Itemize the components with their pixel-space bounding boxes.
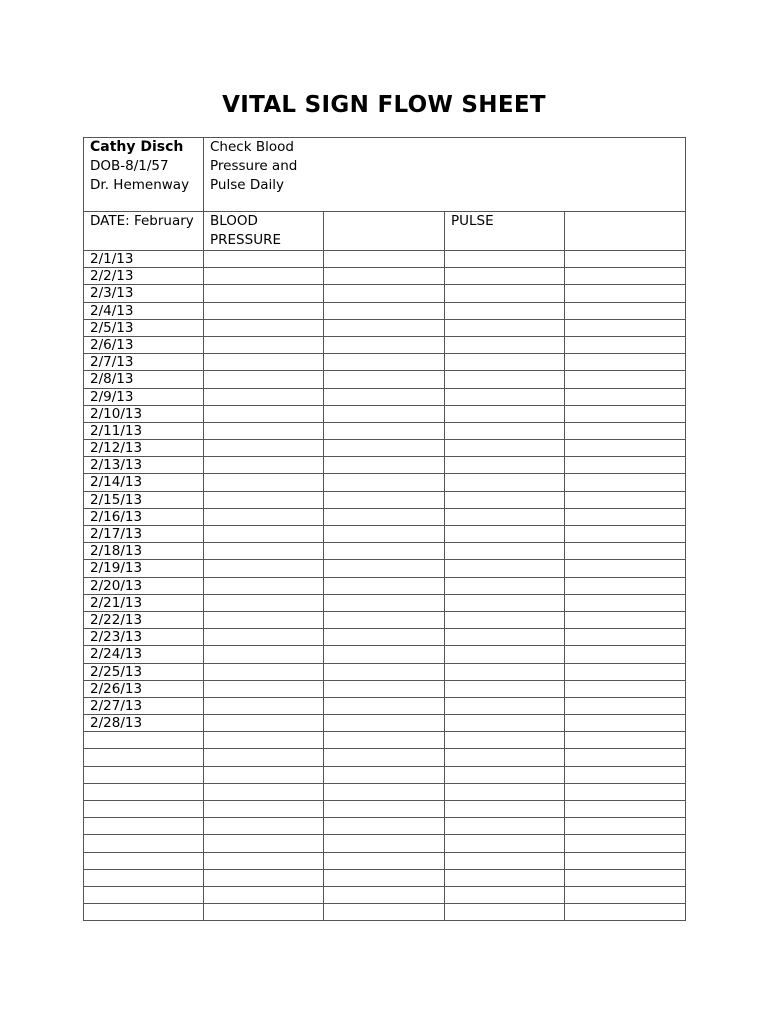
- blank-cell-1[interactable]: [324, 508, 445, 525]
- table-row: [84, 560, 686, 577]
- table-row: [84, 457, 686, 474]
- blank-cell-2[interactable]: [565, 732, 686, 749]
- blank-header-1: [324, 212, 445, 251]
- pulse-cell[interactable]: [445, 440, 565, 457]
- table-row: [84, 422, 686, 439]
- blood-pressure-cell[interactable]: [204, 251, 324, 268]
- date-cell: 2/7/13: [84, 354, 204, 371]
- pulse-cell[interactable]: [445, 886, 565, 903]
- table-row: [84, 646, 686, 663]
- blood-pressure-cell[interactable]: [204, 388, 324, 405]
- date-cell: 2/16/13: [84, 508, 204, 525]
- pulse-cell[interactable]: [445, 560, 565, 577]
- blood-pressure-cell[interactable]: [204, 680, 324, 697]
- blank-cell-2[interactable]: [565, 766, 686, 783]
- patient-dob: DOB-8/1/57: [90, 158, 169, 174]
- table-row: [84, 251, 686, 268]
- date-cell: 2/6/13: [84, 336, 204, 353]
- blank-cell-2[interactable]: [565, 697, 686, 714]
- blank-header-2: [565, 212, 686, 251]
- date-cell: 2/8/13: [84, 371, 204, 388]
- table-row: [84, 766, 686, 783]
- table-row: [84, 354, 686, 371]
- blank-cell-2[interactable]: [565, 852, 686, 869]
- blood-pressure-cell[interactable]: [204, 886, 324, 903]
- blank-cell-1[interactable]: [324, 749, 445, 766]
- pulse-cell[interactable]: [445, 577, 565, 594]
- blank-cell-2[interactable]: [565, 336, 686, 353]
- date-cell: [84, 801, 204, 818]
- blank-cell-1[interactable]: [324, 783, 445, 800]
- date-cell: 2/22/13: [84, 611, 204, 628]
- table-row: [84, 285, 686, 302]
- blank-cell-2[interactable]: [565, 474, 686, 491]
- blank-cell-1[interactable]: [324, 319, 445, 336]
- blank-cell-1[interactable]: [324, 715, 445, 732]
- table-row: [84, 663, 686, 680]
- date-cell: [84, 766, 204, 783]
- blood-pressure-cell[interactable]: [204, 904, 324, 921]
- date-cell: 2/4/13: [84, 302, 204, 319]
- blank-cell-1[interactable]: [324, 354, 445, 371]
- column-header-row: [84, 212, 686, 251]
- table-row: [84, 904, 686, 921]
- blank-cell-2[interactable]: [565, 354, 686, 371]
- table-row: [84, 732, 686, 749]
- table-row: [84, 405, 686, 422]
- blank-cell-1[interactable]: [324, 835, 445, 852]
- blood-pressure-cell[interactable]: [204, 285, 324, 302]
- patient-info-row: [84, 138, 686, 212]
- table-row: [84, 801, 686, 818]
- blank-cell-1[interactable]: [324, 440, 445, 457]
- blank-cell-1[interactable]: [324, 801, 445, 818]
- date-cell: 2/9/13: [84, 388, 204, 405]
- date-cell: 2/19/13: [84, 560, 204, 577]
- date-cell: 2/17/13: [84, 526, 204, 543]
- blank-cell-1[interactable]: [324, 422, 445, 439]
- blank-cell-2[interactable]: [565, 801, 686, 818]
- blank-cell-2[interactable]: [565, 405, 686, 422]
- blank-cell-2[interactable]: [565, 491, 686, 508]
- date-cell: [84, 783, 204, 800]
- blank-cell-2[interactable]: [565, 371, 686, 388]
- table-row: [84, 611, 686, 628]
- blank-cell-2[interactable]: [565, 783, 686, 800]
- pulse-cell[interactable]: [445, 594, 565, 611]
- pulse-cell[interactable]: [445, 422, 565, 439]
- date-header: DATE: February: [84, 212, 204, 251]
- blank-cell-1[interactable]: [324, 526, 445, 543]
- blank-cell-1[interactable]: [324, 388, 445, 405]
- blood-pressure-cell[interactable]: [204, 611, 324, 628]
- date-cell: 2/25/13: [84, 663, 204, 680]
- patient-name: Cathy Disch: [90, 139, 184, 155]
- blank-cell-1[interactable]: [324, 629, 445, 646]
- pulse-cell[interactable]: [445, 405, 565, 422]
- blank-cell-1[interactable]: [324, 697, 445, 714]
- table-row: [84, 388, 686, 405]
- blank-cell-1[interactable]: [324, 457, 445, 474]
- blood-pressure-cell[interactable]: [204, 869, 324, 886]
- date-cell: 2/10/13: [84, 405, 204, 422]
- blood-pressure-cell[interactable]: [204, 319, 324, 336]
- patient-doctor: Dr. Hemenway: [90, 177, 190, 193]
- blood-pressure-cell[interactable]: [204, 783, 324, 800]
- blank-cell-2[interactable]: [565, 646, 686, 663]
- blank-cell-1[interactable]: [324, 543, 445, 560]
- blank-cell-1[interactable]: [324, 646, 445, 663]
- date-cell: 2/11/13: [84, 422, 204, 439]
- blood-pressure-cell[interactable]: [204, 440, 324, 457]
- date-cell: 2/26/13: [84, 680, 204, 697]
- date-cell: 2/27/13: [84, 697, 204, 714]
- pulse-cell[interactable]: [445, 508, 565, 525]
- pulse-cell[interactable]: [445, 526, 565, 543]
- blank-cell-1[interactable]: [324, 268, 445, 285]
- table-row: [84, 319, 686, 336]
- blood-pressure-cell[interactable]: [204, 577, 324, 594]
- blood-pressure-cell[interactable]: [204, 268, 324, 285]
- pulse-cell[interactable]: [445, 629, 565, 646]
- pulse-cell[interactable]: [445, 835, 565, 852]
- blood-pressure-cell[interactable]: [204, 422, 324, 439]
- blood-pressure-cell[interactable]: [204, 354, 324, 371]
- date-cell: 2/2/13: [84, 268, 204, 285]
- blank-cell-1[interactable]: [324, 904, 445, 921]
- table-row: [84, 526, 686, 543]
- pulse-cell[interactable]: [445, 302, 565, 319]
- blood-pressure-cell[interactable]: [204, 336, 324, 353]
- pulse-cell[interactable]: [445, 869, 565, 886]
- blank-cell-1[interactable]: [324, 251, 445, 268]
- blank-cell-1[interactable]: [324, 302, 445, 319]
- blank-cell-2[interactable]: [565, 835, 686, 852]
- pulse-cell[interactable]: [445, 715, 565, 732]
- date-cell: [84, 835, 204, 852]
- table-row: [84, 697, 686, 714]
- blank-cell-2[interactable]: [565, 285, 686, 302]
- pulse-cell[interactable]: [445, 251, 565, 268]
- blank-cell-1[interactable]: [324, 611, 445, 628]
- blood-pressure-cell[interactable]: [204, 715, 324, 732]
- blank-cell-1[interactable]: [324, 285, 445, 302]
- date-cell: [84, 886, 204, 903]
- date-cell: 2/24/13: [84, 646, 204, 663]
- date-cell: [84, 904, 204, 921]
- blank-cell-2[interactable]: [565, 594, 686, 611]
- blood-pressure-cell[interactable]: [204, 835, 324, 852]
- instructions-cell: [204, 138, 686, 212]
- blood-pressure-cell[interactable]: [204, 646, 324, 663]
- blank-cell-2[interactable]: [565, 577, 686, 594]
- blood-pressure-cell[interactable]: [204, 302, 324, 319]
- pulse-cell[interactable]: [445, 766, 565, 783]
- blank-cell-2[interactable]: [565, 457, 686, 474]
- pulse-cell[interactable]: [445, 319, 565, 336]
- table-row: [84, 886, 686, 903]
- table-row: [84, 268, 686, 285]
- pulse-cell[interactable]: [445, 852, 565, 869]
- table-row: [84, 783, 686, 800]
- date-cell: [84, 852, 204, 869]
- blank-cell-2[interactable]: [565, 388, 686, 405]
- blank-cell-2[interactable]: [565, 818, 686, 835]
- blood-pressure-cell[interactable]: [204, 749, 324, 766]
- table-row: [84, 336, 686, 353]
- table-row: [84, 715, 686, 732]
- date-cell: 2/3/13: [84, 285, 204, 302]
- table-row: [84, 835, 686, 852]
- table-row: [84, 371, 686, 388]
- date-cell: 2/5/13: [84, 319, 204, 336]
- blood-pressure-cell[interactable]: [204, 474, 324, 491]
- date-cell: 2/18/13: [84, 543, 204, 560]
- date-cell: [84, 732, 204, 749]
- blank-cell-1[interactable]: [324, 732, 445, 749]
- date-cell: 2/23/13: [84, 629, 204, 646]
- instructions-text: Check Blood Pressure and Pulse Daily: [210, 139, 298, 193]
- pulse-cell[interactable]: [445, 285, 565, 302]
- table-row: [84, 508, 686, 525]
- table-row: [84, 852, 686, 869]
- table-row: [84, 474, 686, 491]
- date-cell: [84, 869, 204, 886]
- blank-cell-1[interactable]: [324, 680, 445, 697]
- blank-cell-1[interactable]: [324, 766, 445, 783]
- blank-cell-1[interactable]: [324, 869, 445, 886]
- blank-cell-2[interactable]: [565, 508, 686, 525]
- blank-cell-1[interactable]: [324, 818, 445, 835]
- blank-cell-2[interactable]: [565, 302, 686, 319]
- blank-cell-2[interactable]: [565, 422, 686, 439]
- blank-cell-1[interactable]: [324, 336, 445, 353]
- blank-cell-1[interactable]: [324, 371, 445, 388]
- blood-pressure-cell[interactable]: [204, 732, 324, 749]
- table-row: [84, 491, 686, 508]
- date-cell: [84, 749, 204, 766]
- blood-pressure-cell[interactable]: [204, 371, 324, 388]
- pulse-cell[interactable]: [445, 388, 565, 405]
- patient-info-cell: [84, 138, 204, 212]
- blank-cell-2[interactable]: [565, 715, 686, 732]
- blank-cell-2[interactable]: [565, 663, 686, 680]
- blood-pressure-cell[interactable]: [204, 457, 324, 474]
- pulse-cell[interactable]: [445, 749, 565, 766]
- blank-cell-2[interactable]: [565, 904, 686, 921]
- blood-pressure-header: BLOOD PRESSURE: [204, 212, 324, 251]
- pulse-cell[interactable]: [445, 646, 565, 663]
- date-cell: 2/28/13: [84, 715, 204, 732]
- blank-cell-2[interactable]: [565, 629, 686, 646]
- blood-pressure-cell[interactable]: [204, 801, 324, 818]
- blank-cell-2[interactable]: [565, 543, 686, 560]
- blood-pressure-cell[interactable]: [204, 766, 324, 783]
- blood-pressure-cell[interactable]: [204, 663, 324, 680]
- blank-cell-2[interactable]: [565, 319, 686, 336]
- pulse-cell[interactable]: [445, 354, 565, 371]
- pulse-cell[interactable]: [445, 801, 565, 818]
- table-row: [84, 818, 686, 835]
- table-row: [84, 749, 686, 766]
- blank-cell-1[interactable]: [324, 852, 445, 869]
- date-cell: [84, 818, 204, 835]
- date-cell: 2/21/13: [84, 594, 204, 611]
- pulse-header: PULSE: [445, 212, 565, 251]
- blank-cell-2[interactable]: [565, 440, 686, 457]
- vital-sign-table: [83, 137, 686, 921]
- pulse-cell[interactable]: [445, 474, 565, 491]
- table-row: [84, 543, 686, 560]
- blank-cell-2[interactable]: [565, 560, 686, 577]
- date-cell: 2/15/13: [84, 491, 204, 508]
- blank-cell-1[interactable]: [324, 405, 445, 422]
- table-row: [84, 440, 686, 457]
- table-row: [84, 680, 686, 697]
- blood-pressure-cell[interactable]: [204, 560, 324, 577]
- pulse-cell[interactable]: [445, 680, 565, 697]
- blank-cell-2[interactable]: [565, 611, 686, 628]
- blood-pressure-cell[interactable]: [204, 526, 324, 543]
- blank-cell-2[interactable]: [565, 268, 686, 285]
- blank-cell-1[interactable]: [324, 491, 445, 508]
- blank-cell-1[interactable]: [324, 663, 445, 680]
- date-cell: 2/20/13: [84, 577, 204, 594]
- blood-pressure-cell[interactable]: [204, 405, 324, 422]
- blank-cell-2[interactable]: [565, 869, 686, 886]
- pulse-cell[interactable]: [445, 336, 565, 353]
- table-row: [84, 594, 686, 611]
- pulse-cell[interactable]: [445, 491, 565, 508]
- blank-cell-1[interactable]: [324, 474, 445, 491]
- blood-pressure-cell[interactable]: [204, 629, 324, 646]
- blood-pressure-cell[interactable]: [204, 852, 324, 869]
- table-row: [84, 302, 686, 319]
- blank-cell-2[interactable]: [565, 680, 686, 697]
- blank-cell-2[interactable]: [565, 749, 686, 766]
- blood-pressure-cell[interactable]: [204, 697, 324, 714]
- blank-cell-1[interactable]: [324, 886, 445, 903]
- blank-cell-2[interactable]: [565, 251, 686, 268]
- date-cell: 2/14/13: [84, 474, 204, 491]
- pulse-cell[interactable]: [445, 268, 565, 285]
- pulse-cell[interactable]: [445, 904, 565, 921]
- blank-cell-1[interactable]: [324, 560, 445, 577]
- blood-pressure-cell[interactable]: [204, 491, 324, 508]
- pulse-cell[interactable]: [445, 818, 565, 835]
- blank-cell-2[interactable]: [565, 526, 686, 543]
- pulse-cell[interactable]: [445, 663, 565, 680]
- page-title: VITAL SIGN FLOW SHEET: [222, 92, 546, 118]
- date-cell: 2/12/13: [84, 440, 204, 457]
- date-cell: 2/1/13: [84, 251, 204, 268]
- pulse-cell[interactable]: [445, 611, 565, 628]
- blood-pressure-cell[interactable]: [204, 543, 324, 560]
- pulse-cell[interactable]: [445, 371, 565, 388]
- pulse-cell[interactable]: [445, 457, 565, 474]
- pulse-cell[interactable]: [445, 732, 565, 749]
- blood-pressure-cell[interactable]: [204, 594, 324, 611]
- pulse-cell[interactable]: [445, 783, 565, 800]
- table-row: [84, 869, 686, 886]
- blood-pressure-cell[interactable]: [204, 818, 324, 835]
- blood-pressure-cell[interactable]: [204, 508, 324, 525]
- table-row: [84, 629, 686, 646]
- blank-cell-1[interactable]: [324, 594, 445, 611]
- blank-cell-1[interactable]: [324, 577, 445, 594]
- pulse-cell[interactable]: [445, 697, 565, 714]
- blank-cell-2[interactable]: [565, 886, 686, 903]
- pulse-cell[interactable]: [445, 543, 565, 560]
- date-cell: 2/13/13: [84, 457, 204, 474]
- table-row: [84, 577, 686, 594]
